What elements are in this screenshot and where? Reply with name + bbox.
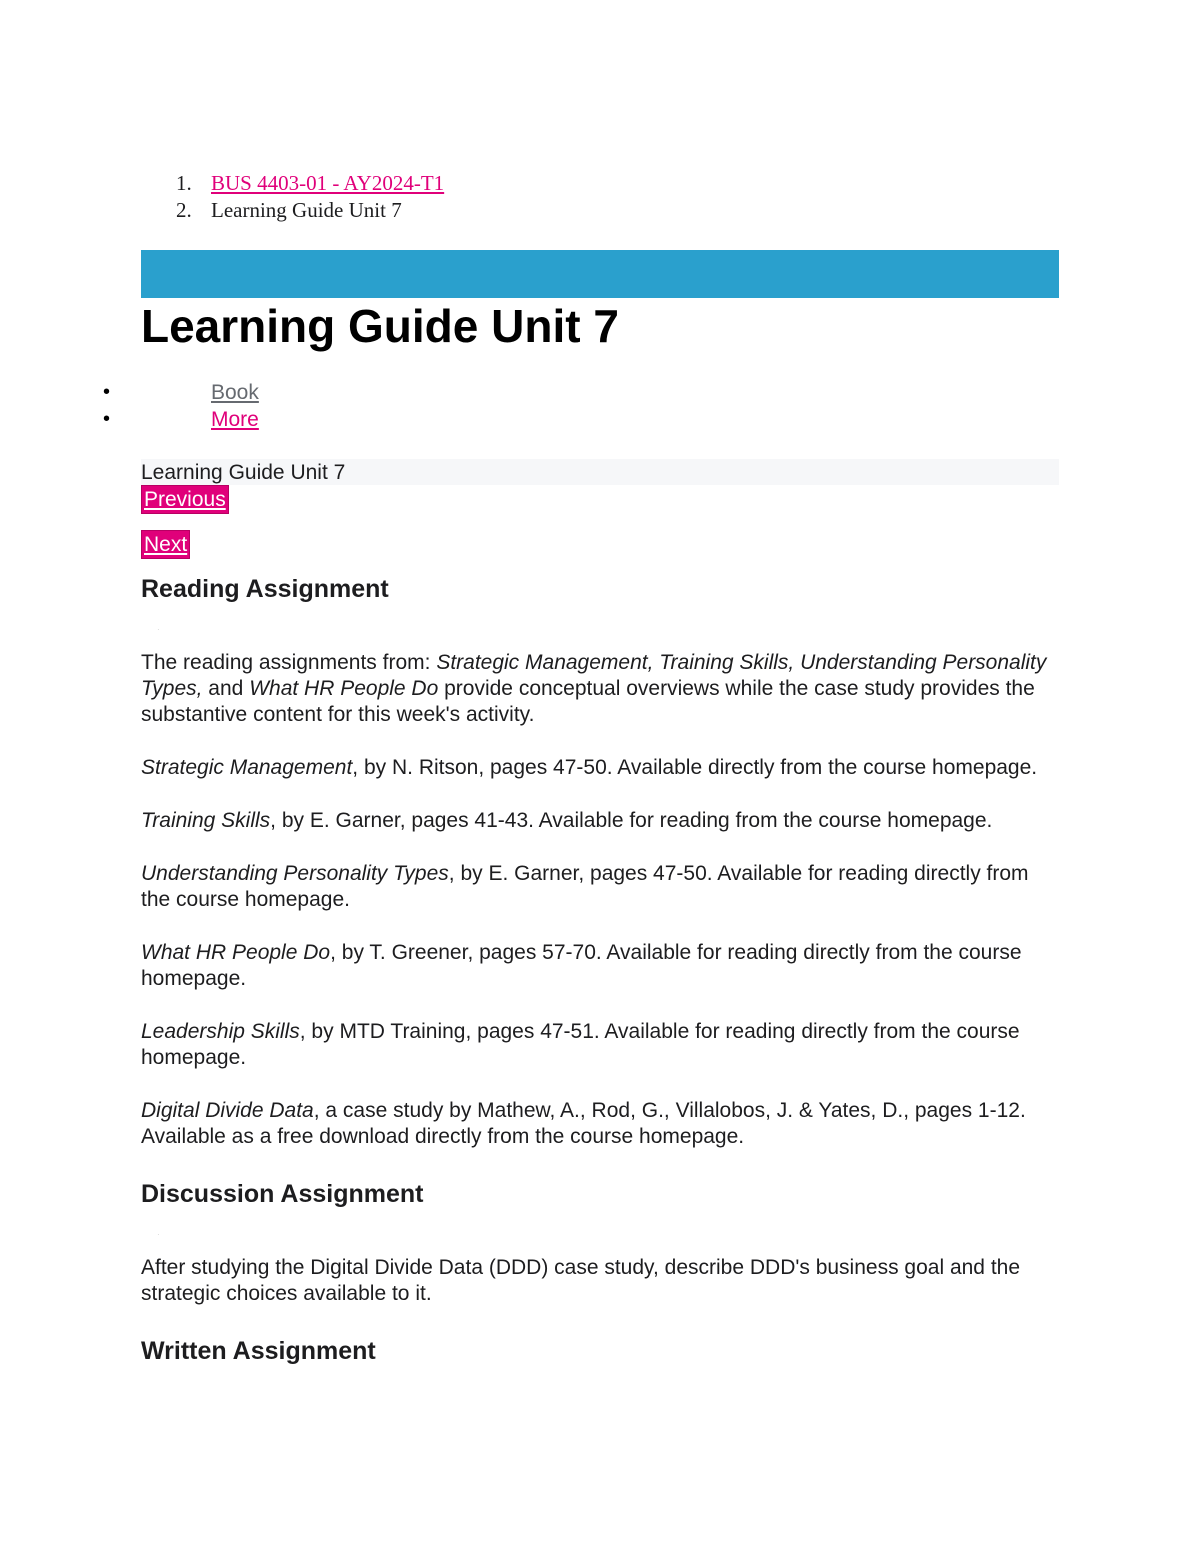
written-assignment-heading: Written Assignment xyxy=(141,1337,376,1365)
reading-item-details: , by E. Garner, pages 47-50. Available for reading directly from the course homepage. xyxy=(141,862,1029,911)
separator-dot-icon: · xyxy=(157,625,160,634)
breadcrumb-item-course xyxy=(176,170,444,197)
nav-item-more xyxy=(100,406,259,433)
breadcrumb xyxy=(176,170,444,224)
reading-item-details: , a case study by Mathew, A., Rod, G., Villalobos, J. & Yates, D., pages 1-12. Available as a free download directly from the course homepage. xyxy=(141,1099,1026,1148)
breadcrumb-number: 2. xyxy=(176,198,192,222)
reading-item xyxy=(141,861,1059,913)
reading-item-title: Leadership Skills xyxy=(141,1020,300,1043)
bullet-icon: • xyxy=(103,381,111,403)
reading-item xyxy=(141,755,1059,781)
reading-intro-and: and xyxy=(202,677,250,700)
reading-item-title: Training Skills xyxy=(141,809,271,832)
more-link[interactable]: More xyxy=(211,408,259,431)
separator xyxy=(141,1211,1059,1255)
reading-item xyxy=(141,1098,1059,1150)
reading-item-details: , by T. Greener, pages 57-70. Available for reading directly from the course homepage. xyxy=(141,941,1022,990)
discussion-assignment-heading: Discussion Assignment xyxy=(141,1180,424,1208)
nav-item-book xyxy=(100,379,259,406)
reading-item-details: , by MTD Training, pages 47-51. Available for reading directly from the course homepage. xyxy=(141,1020,1020,1069)
book-nav-list xyxy=(100,379,259,433)
breadcrumb-item-current xyxy=(176,197,444,224)
chapter-content xyxy=(141,572,1059,1368)
next-button[interactable]: Next xyxy=(141,530,190,559)
reading-intro-tail: provide conceptual overviews while the case study provides the substantive content for this week's activity. xyxy=(141,677,1035,726)
reading-item-details: , by N. Ritson, pages 47-50. Available directly from the course homepage. xyxy=(352,756,1038,779)
previous-button[interactable]: Previous xyxy=(141,485,229,514)
reading-intro-text: The reading assignments from: xyxy=(141,651,437,674)
reading-assignment-heading: Reading Assignment xyxy=(141,575,389,603)
breadcrumb-current-label: Learning Guide Unit 7 xyxy=(211,198,402,222)
reading-item-title: What HR People Do xyxy=(141,941,331,964)
book-link[interactable]: Book xyxy=(211,381,259,404)
reading-item xyxy=(141,1019,1059,1071)
breadcrumb-number: 1. xyxy=(176,171,192,195)
reading-intro xyxy=(141,650,1059,728)
bullet-icon: • xyxy=(103,408,111,430)
reading-item xyxy=(141,940,1059,992)
separator-dot-icon: · xyxy=(157,1230,160,1239)
header-banner xyxy=(141,250,1059,298)
page-title: Learning Guide Unit 7 xyxy=(141,300,619,352)
reading-item-title: Understanding Personality Types xyxy=(141,862,449,885)
book-chapter-header: Learning Guide Unit 7 xyxy=(141,459,1059,485)
reading-item-title: Digital Divide Data xyxy=(141,1099,314,1122)
reading-intro-books: Strategic Management, Training Skills, Understanding Personality Types, xyxy=(141,651,1047,700)
reading-item xyxy=(141,808,1059,834)
reading-item-title: Strategic Management xyxy=(141,756,353,779)
discussion-text: After studying the Digital Divide Data (DDD) case study, describe DDD's business goal and the strategic choices available to it. xyxy=(141,1256,1021,1305)
reading-intro-hr-book: What HR People Do xyxy=(249,677,439,700)
reading-item-details: , by E. Garner, pages 41-43. Available for reading from the course homepage. xyxy=(270,809,993,832)
separator xyxy=(141,606,1059,650)
breadcrumb-course-link[interactable]: BUS 4403-01 - AY2024-T1 xyxy=(211,171,445,195)
